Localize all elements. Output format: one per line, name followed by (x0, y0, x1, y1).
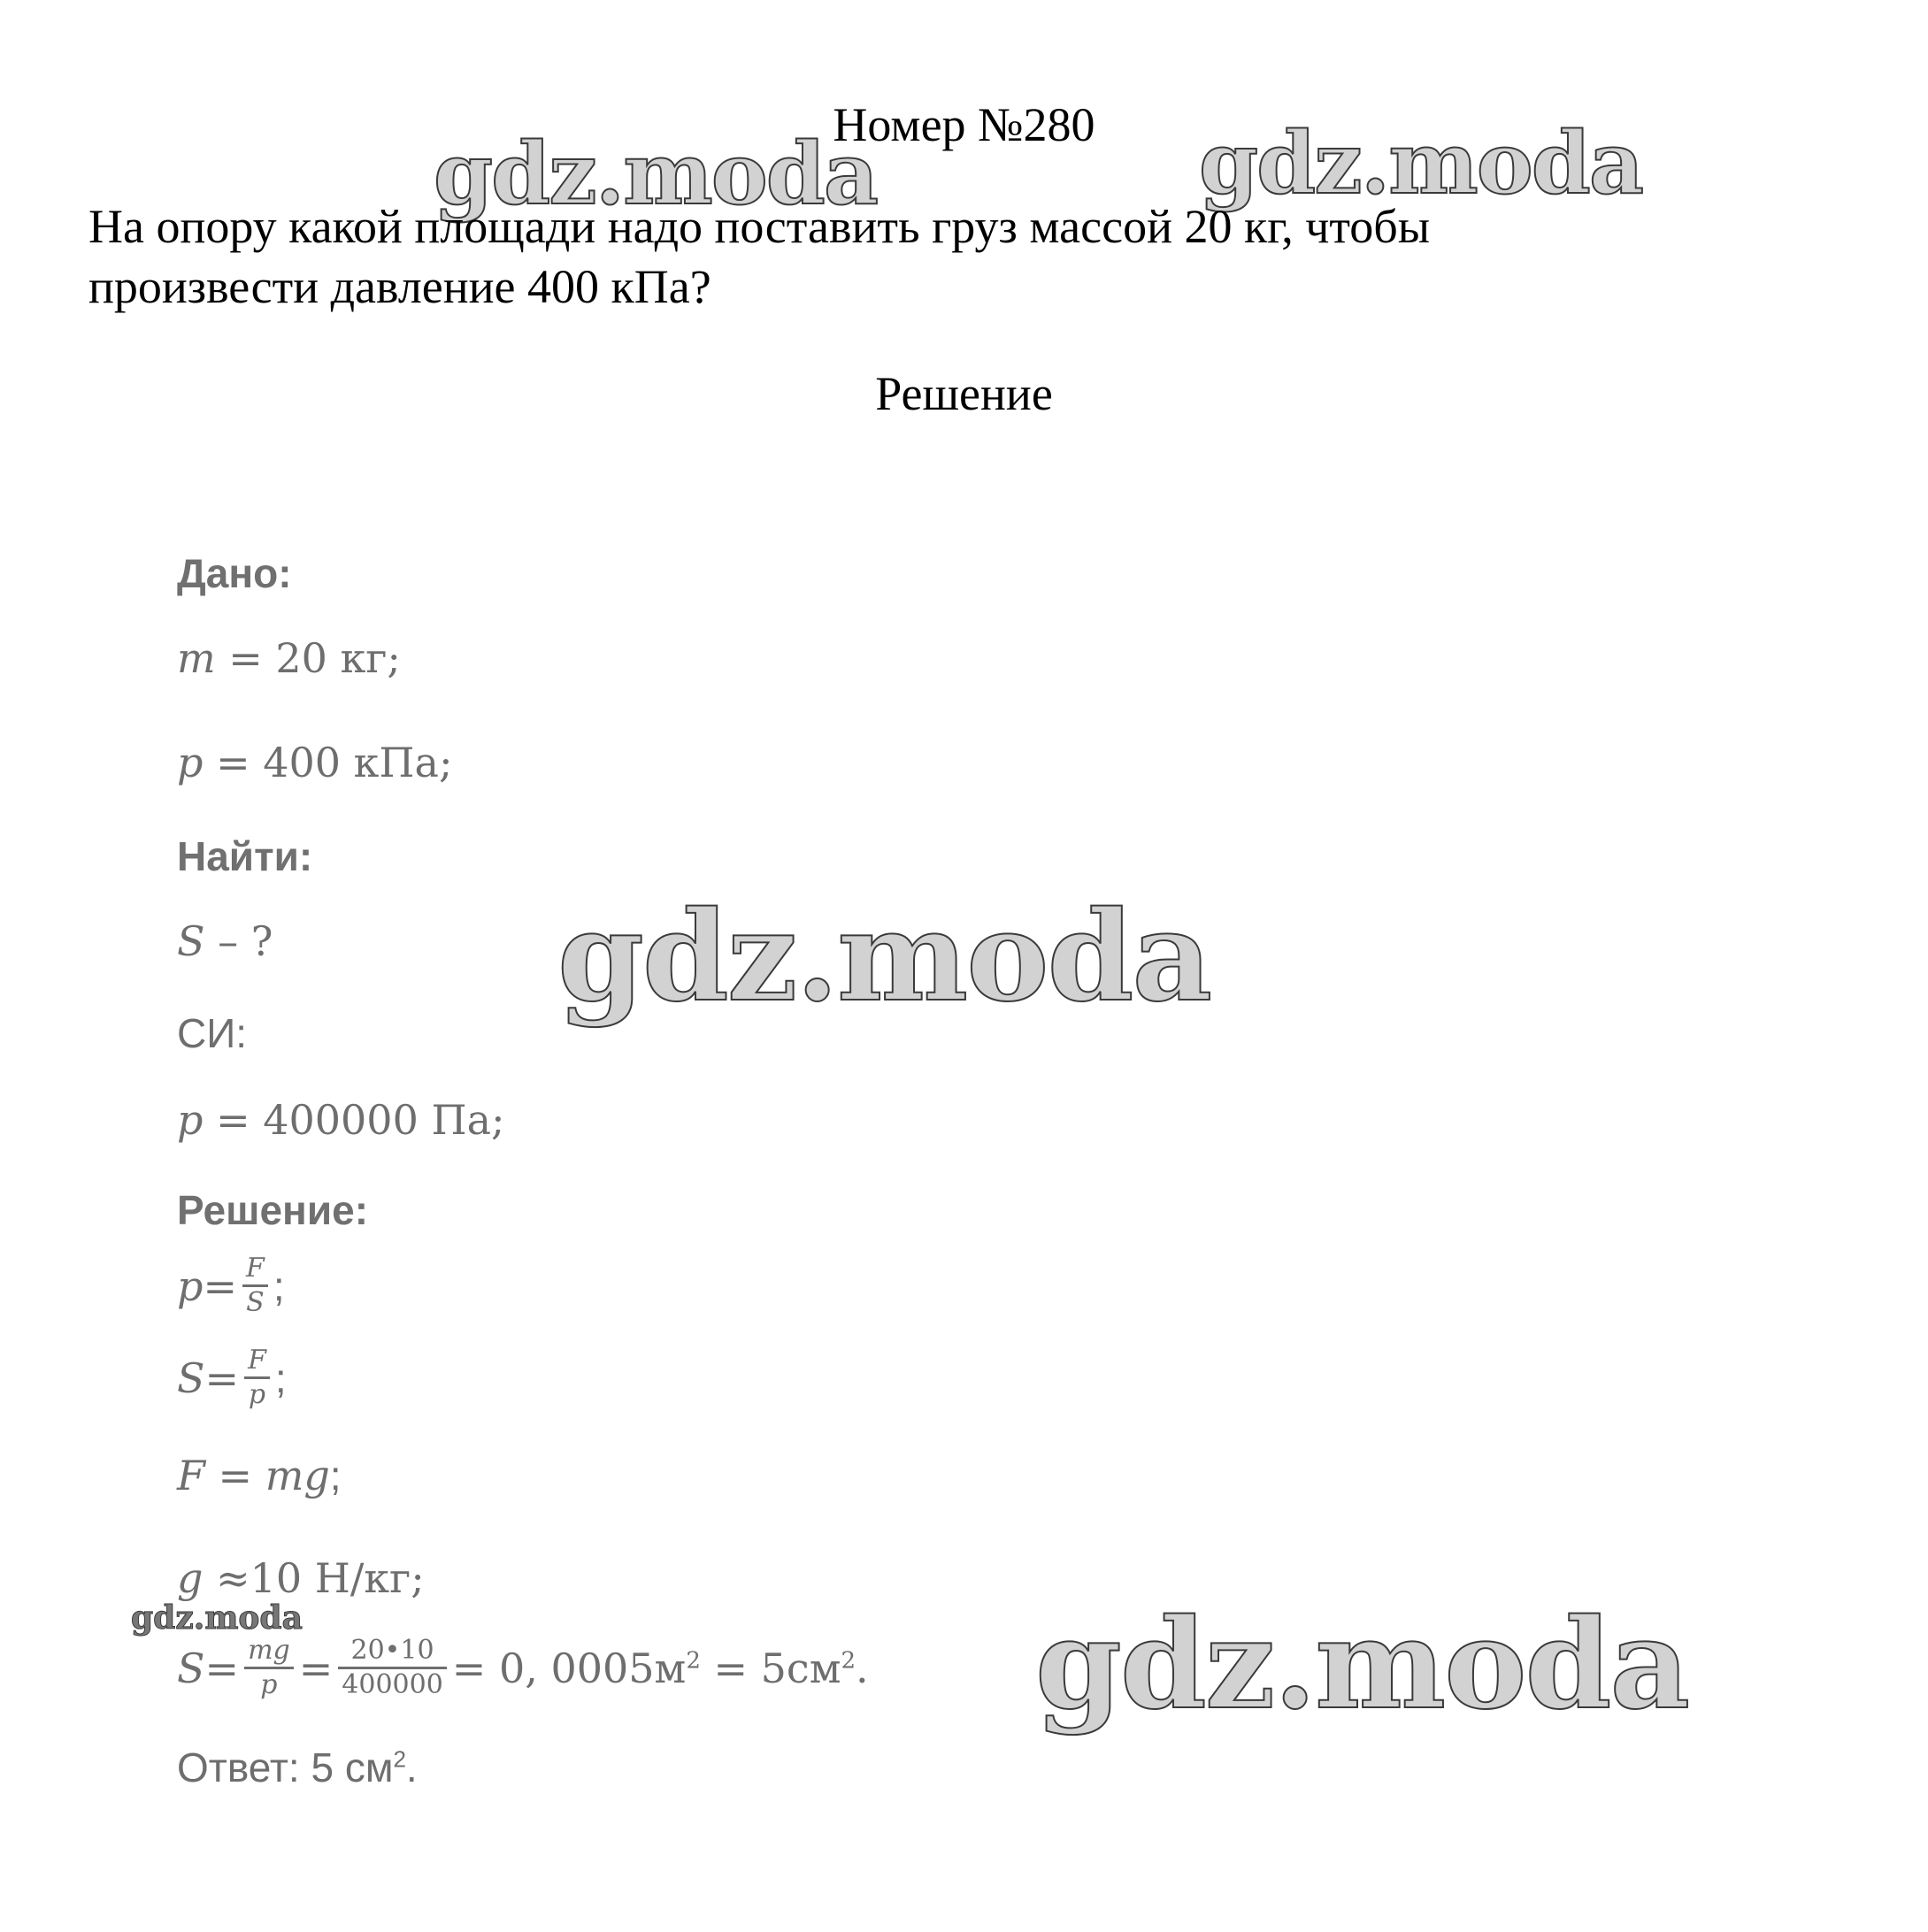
formula-lhs: S (177, 1644, 205, 1692)
watermark-logo: gdz.moda (1035, 1592, 1689, 1737)
gravity-constant (177, 1553, 425, 1603)
result-centimeters: = 5см (700, 1644, 841, 1692)
given-mass (177, 633, 401, 683)
fraction (244, 1637, 294, 1699)
fraction (244, 1346, 270, 1409)
given-pressure (177, 738, 452, 787)
fraction (338, 1637, 447, 1699)
exponent: 2 (393, 1745, 406, 1773)
variable-p: p (177, 1096, 204, 1144)
find-mark: – ? (204, 917, 273, 965)
numerator: 20•10 (350, 1635, 434, 1666)
numerator: mg (248, 1635, 290, 1666)
solution-label: Решение: (177, 1187, 369, 1233)
answer (177, 1743, 418, 1792)
equals-sign: = (204, 1353, 240, 1402)
numerator: F (248, 1345, 266, 1376)
variable-p: p (177, 739, 204, 786)
si-label: СИ: (177, 1010, 248, 1056)
equals-sign: = (204, 1644, 240, 1692)
problem-line: На опору какой площади надо поставить груз массой 20 кг, чтобы (88, 200, 1431, 253)
period: . (856, 1644, 869, 1692)
denominator: p (248, 1379, 266, 1410)
result-meters: = 0, 0005м (451, 1644, 687, 1692)
find-label: Найти: (177, 833, 313, 879)
semicolon: ; (274, 1354, 287, 1401)
denominator: 400000 (342, 1669, 443, 1700)
problem-line: произвести давление 400 кПа? (88, 260, 711, 313)
variable-m: m (177, 634, 216, 682)
answer-text: Ответ: 5 см (177, 1744, 394, 1790)
equals-sign: = (298, 1644, 334, 1692)
exponent: 2 (686, 1647, 701, 1675)
formula-area (177, 1346, 287, 1409)
pressure-value: = 400 кПа; (203, 739, 453, 786)
formula-lhs: F (177, 1452, 205, 1499)
final-calculation (177, 1637, 869, 1699)
formula-lhs: S (177, 1353, 205, 1402)
result-value (452, 1644, 869, 1693)
numerator: F (246, 1253, 265, 1284)
exponent: 2 (841, 1647, 856, 1675)
formula-pressure (177, 1254, 285, 1317)
period: . (405, 1744, 418, 1790)
problem-statement (88, 196, 1770, 317)
mass-value: = 20 кг; (215, 634, 401, 682)
semicolon: ; (329, 1453, 342, 1499)
variable-s: S (177, 917, 205, 965)
si-pressure-value: = 400000 Па; (203, 1096, 505, 1144)
watermark-logo: gdz.moda (557, 885, 1211, 1030)
fraction (242, 1254, 268, 1317)
watermark-logo: gdz.moda (1199, 113, 1643, 213)
watermark-logo: gdz.moda (434, 124, 878, 224)
formula-lhs: p (177, 1261, 204, 1310)
variable-g: g (177, 1554, 204, 1602)
equals-sign: = (203, 1261, 237, 1310)
solution-heading: Решение (875, 367, 1053, 420)
formula-rhs: mg (265, 1452, 330, 1499)
formula-force (177, 1451, 342, 1500)
equals-sign: = (204, 1452, 265, 1499)
gravity-value: ≈10 Н/кг; (203, 1554, 425, 1602)
given-label: Дано: (177, 550, 292, 596)
si-pressure (177, 1095, 505, 1145)
find-area (177, 916, 273, 966)
watermark-logo-small: gdz.moda (131, 1599, 303, 1637)
problem-title: Номер №280 (833, 98, 1095, 151)
semicolon: ; (273, 1262, 285, 1309)
denominator: p (260, 1669, 278, 1700)
denominator: S (246, 1287, 265, 1318)
